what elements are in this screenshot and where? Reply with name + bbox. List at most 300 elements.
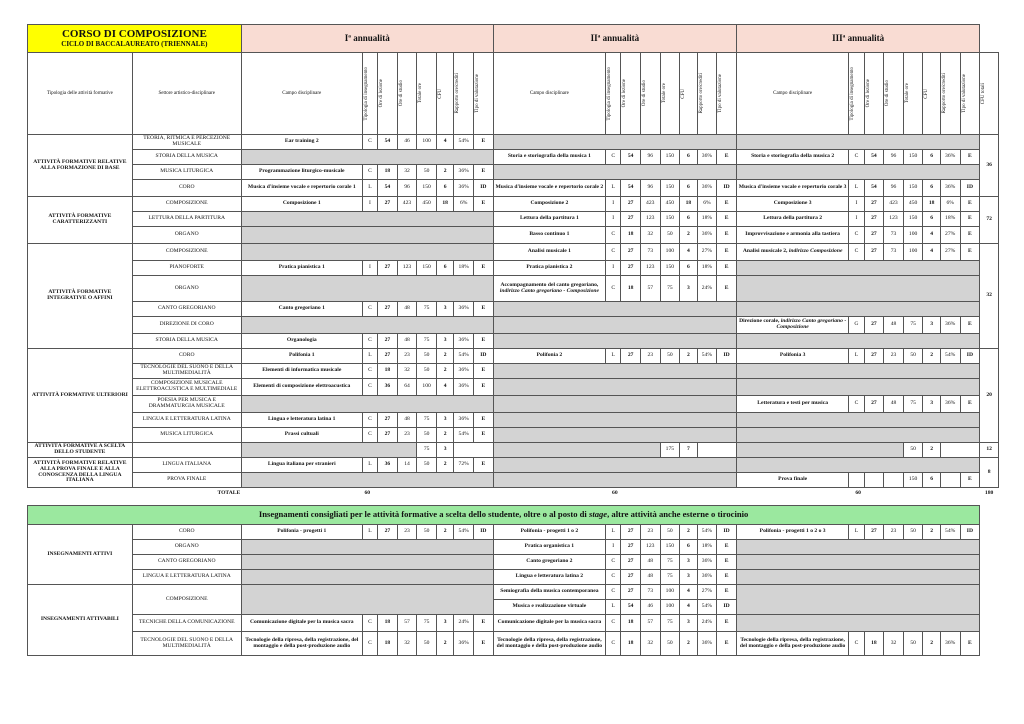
ore-lezione: 27	[378, 525, 398, 540]
valutazione: ID	[960, 349, 980, 364]
ore-lezione: 27	[378, 428, 398, 443]
ore-studio: 123	[397, 261, 417, 276]
campo-disciplinare: Polifonia 3	[736, 349, 848, 364]
header-tip-ins-label: Tipologia di insegnamento	[363, 66, 369, 121]
valutazione: E	[960, 227, 980, 244]
ore-studio: 32	[884, 632, 904, 656]
empty-year-cell	[241, 555, 493, 570]
rapporto: 24%	[697, 276, 717, 302]
settore-cell: COMPOSIZIONE	[132, 585, 241, 615]
header-rapp	[697, 53, 717, 135]
totale-ore: 50	[417, 525, 437, 540]
header-cfu	[436, 53, 453, 135]
tipologia: I	[606, 540, 621, 555]
campo-disciplinare: Prassi cultuali	[241, 428, 362, 443]
empty-year-cell	[241, 585, 493, 615]
ore-studio: 32	[397, 632, 417, 656]
campo-disciplinare	[736, 244, 848, 261]
cfu: 4	[436, 135, 453, 150]
totale-ore: 150	[660, 261, 680, 276]
header-val-label: Tipo di valutazione	[718, 74, 724, 113]
rapporto: 36%	[454, 302, 474, 317]
ore-studio: 64	[397, 379, 417, 396]
year-1-header: Iª annualità	[241, 25, 493, 53]
cfu: 2	[680, 632, 697, 656]
totale-ore: 75	[903, 396, 923, 413]
table-row	[28, 244, 999, 261]
ore-studio: 123	[884, 212, 904, 227]
settore-cell: ORGANO	[132, 540, 241, 555]
rapporto: 54%	[697, 349, 717, 364]
campo-disciplinare: Tecnologie della ripresa, della registrazione, del montaggio e della post-produzione audio	[493, 632, 605, 656]
settore-cell: LINGUA ITALIANA	[132, 458, 241, 473]
tipologia: C	[606, 555, 621, 570]
totale-ore: 150	[903, 212, 923, 227]
valutazione: E	[474, 458, 494, 473]
totale-ore: 150	[417, 261, 437, 276]
empty-year-cell	[736, 585, 979, 615]
header-rapp	[454, 53, 474, 135]
empty-year-cell	[493, 302, 736, 317]
valutazione: E	[717, 197, 737, 212]
valutazione: E	[717, 227, 737, 244]
table-row	[28, 180, 999, 197]
tipologia: L	[362, 525, 377, 540]
valutazione: E	[474, 615, 494, 632]
header-settore: Settore artistico-disciplinare	[132, 53, 241, 135]
totale-ore: 450	[417, 197, 437, 212]
empty-year-cell	[736, 428, 979, 443]
campo-disciplinare: Organologia	[241, 334, 362, 349]
empty-year-cell	[736, 302, 979, 317]
ore-lezione: 27	[864, 197, 884, 212]
empty-year-cell	[241, 540, 493, 555]
empty-year-cell	[241, 150, 493, 165]
header-campo: Campo disciplinare	[493, 53, 605, 135]
ore-lezione: 27	[864, 317, 884, 334]
tipologia: I	[362, 197, 377, 212]
header-val	[717, 53, 737, 135]
rapporto: 54%	[940, 349, 960, 364]
empty-year-cell	[493, 379, 736, 396]
table-row	[28, 632, 999, 656]
ore-studio: 46	[640, 600, 660, 615]
campo-disciplinare: Tecnologie della ripresa, della registrazione, del montaggio e della post-produzione audio	[241, 632, 362, 656]
header-tot	[417, 53, 437, 135]
valutazione: E	[717, 244, 737, 261]
header-ore-stu	[397, 53, 417, 135]
cfu: 18	[923, 197, 940, 212]
settore-cell	[132, 443, 241, 458]
tipologia: L	[606, 180, 621, 197]
empty-year-cell	[736, 540, 979, 555]
cfu: 6	[923, 473, 940, 488]
totale-year-3: 60	[855, 490, 861, 497]
rapporto: 36%	[697, 632, 717, 656]
valutazione: E	[474, 334, 494, 349]
totale-ore: 50	[417, 349, 437, 364]
campo-disciplinare: Composizione 2	[493, 197, 605, 212]
settore-cell: TEORIA, RITMICA E PERCEZIONE MUSICALE	[132, 135, 241, 150]
empty-year-cell	[241, 473, 493, 488]
course-subtitle: CICLO DI BACCALAUREATO (TRIENNALE)	[61, 39, 208, 48]
valutazione: ID	[960, 525, 980, 540]
tipologia: C	[606, 244, 621, 261]
campo-disciplinare: Polifonia 2	[493, 349, 605, 364]
settore-cell: CORO	[132, 349, 241, 364]
cfu: 4	[436, 379, 453, 396]
campo-disciplinare: Composizione 3	[736, 197, 848, 212]
cfu-total-caratt: 72	[980, 197, 999, 244]
ore-studio: 423	[884, 197, 904, 212]
ore-studio: 123	[640, 540, 660, 555]
settore-cell: DIREZIONE DI CORO	[132, 317, 241, 334]
ore-studio: 57	[640, 276, 660, 302]
tipologia: C	[849, 150, 864, 165]
totale-ore: 75	[903, 317, 923, 334]
campo-disciplinare: Canto gregoriano 2	[493, 555, 605, 570]
cfu: 7	[680, 443, 697, 458]
tipologia: C	[362, 302, 377, 317]
ore-lezione: 18	[378, 615, 398, 632]
header-tip-ins-label: Tipologia di insegnamento	[850, 66, 856, 121]
ore-studio: 48	[397, 334, 417, 349]
rapporto: 36%	[454, 413, 474, 428]
settore-cell: MUSICA LITURGICA	[132, 428, 241, 443]
group-label-integr: ATTIVITÀ FORMATIVE INTEGRATIVE O AFFINI	[28, 244, 133, 349]
settore-cell: TECNICHE DELLA COMUNICAZIONE	[132, 615, 241, 632]
valutazione: ID	[474, 180, 494, 197]
ore-lezione: 27	[621, 540, 641, 555]
settore-cell: TECNOLOGIE DEL SUONO E DELLA MULTIMEDIALITÀ	[132, 632, 241, 656]
tipologia: G	[849, 317, 864, 334]
valutazione: E	[717, 276, 737, 302]
ore-lezione: 18	[864, 632, 884, 656]
valutazione: ID	[960, 180, 980, 197]
cfu: 2	[436, 428, 453, 443]
cfu: 2	[923, 349, 940, 364]
totale-ore: 100	[660, 585, 680, 600]
totale-ore: 75	[417, 615, 437, 632]
ore-lezione: 27	[378, 334, 398, 349]
tipologia: I	[606, 197, 621, 212]
consigliati-text-1: Insegnamenti consigliati per le attività formative a scelta dello studente, oltre o al posto di	[258, 509, 589, 520]
tipologia: I	[849, 212, 864, 227]
ore-studio: 14	[397, 458, 417, 473]
cfu: 3	[680, 570, 697, 585]
rapporto: 18%	[697, 212, 717, 227]
scelta-blank	[940, 443, 979, 458]
valutazione: E	[474, 302, 494, 317]
tipologia: C	[849, 227, 864, 244]
totale-ore: 75	[660, 555, 680, 570]
ore-studio: 32	[397, 364, 417, 379]
settore-cell: PROVA FINALE	[132, 473, 241, 488]
column-header-row	[28, 53, 999, 135]
header-tip-ins	[849, 53, 864, 135]
campo-text-part: Direzione corale,	[739, 318, 781, 325]
totale-ore: 150	[417, 180, 437, 197]
totale-ore: 50	[417, 632, 437, 656]
settore-cell: COMPOSIZIONE	[132, 244, 241, 261]
ore-lezione: 18	[378, 165, 398, 180]
campo-disciplinare: Elementi di informatica musicale	[241, 364, 362, 379]
cfu: 2	[436, 165, 453, 180]
cfu-total-base: 36	[980, 135, 999, 197]
header-ore-lez-label: Ore di lezione	[379, 79, 385, 108]
totale-year-1: 60	[364, 490, 371, 497]
cfu: 6	[923, 150, 940, 165]
header-val-label: Tipo di valutazione	[961, 74, 967, 113]
valutazione: E	[960, 212, 980, 227]
table-row	[28, 135, 999, 150]
ore-lezione: 27	[864, 349, 884, 364]
cfu: 18	[436, 197, 453, 212]
table-row	[28, 555, 999, 570]
rapporto: 36%	[940, 396, 960, 413]
cfu: 2	[923, 525, 940, 540]
blank-right	[980, 570, 999, 585]
valutazione: E	[717, 632, 737, 656]
rapporto: 54%	[697, 600, 717, 615]
valutazione: E	[474, 364, 494, 379]
cfu: 6	[436, 261, 453, 276]
settore-cell: CORO	[132, 180, 241, 197]
tipologia: C	[606, 276, 621, 302]
header-ore-lez-label: Ore di lezione	[622, 79, 628, 108]
valutazione: E	[474, 428, 494, 443]
tipologia: C	[362, 379, 377, 396]
rapporto: 6%	[697, 197, 717, 212]
empty-year-cell	[241, 276, 493, 302]
rapporto: 36%	[940, 150, 960, 165]
settore-cell: ORGANO	[132, 276, 241, 302]
header-rapp-label: Rapporto ore/crediti	[698, 73, 704, 114]
totale-ore: 50	[660, 227, 680, 244]
ore-lezione: 27	[864, 244, 884, 261]
tipologia: C	[606, 632, 621, 656]
header-cfu	[923, 53, 940, 135]
cfu: 3	[680, 276, 697, 302]
consigliati-text-stage: stage	[588, 509, 608, 520]
campo-disciplinare: Comunicazione digitale per la musica sacra	[493, 615, 605, 632]
cfu: 3	[680, 615, 697, 632]
blank-right	[980, 600, 999, 615]
totale-ore: 50	[903, 349, 923, 364]
totale-ore: 75	[417, 334, 437, 349]
empty-year-cell	[736, 261, 979, 276]
valutazione: E	[717, 261, 737, 276]
rapporto: 18%	[697, 540, 717, 555]
campo-disciplinare: Musica d'insieme vocale e repertorio corale 3	[736, 180, 848, 197]
totale-ore: 75	[660, 570, 680, 585]
ore-lezione: 36	[378, 458, 398, 473]
settore-cell: PIANOFORTE	[132, 261, 241, 276]
header-ore-stu	[640, 53, 660, 135]
rapporto: 36%	[697, 180, 717, 197]
empty-year-cell	[736, 615, 979, 632]
empty-year-cell	[736, 135, 979, 150]
campo-disciplinare: Lingua e letteratura latina 1	[241, 413, 362, 428]
tipologia: C	[606, 227, 621, 244]
blank-right	[980, 506, 999, 525]
header-ore-lez	[864, 53, 884, 135]
valutazione: E	[474, 379, 494, 396]
ore-studio: 23	[397, 349, 417, 364]
empty-year-cell	[241, 227, 493, 244]
valutazione: ID	[717, 349, 737, 364]
campo-disciplinare: Tecnologie della ripresa, della registrazione, del montaggio e della post-produzione audio	[736, 632, 848, 656]
ore-studio: 48	[640, 570, 660, 585]
valutazione: E	[960, 632, 980, 656]
ore-studio: 96	[884, 180, 904, 197]
campo-disciplinare: Letteratura e testi per musica	[736, 396, 848, 413]
ore-studio: 32	[640, 632, 660, 656]
tipologia: L	[606, 349, 621, 364]
settore-cell: LETTURA DELLA PARTITURA	[132, 212, 241, 227]
cfu: 3	[923, 317, 940, 334]
header-ore-lez-label: Ore di lezione	[865, 79, 871, 108]
table-row	[28, 227, 999, 244]
tipologia: C	[362, 364, 377, 379]
table-row	[28, 349, 999, 364]
empty-year-cell	[241, 212, 493, 227]
valutazione: ID	[717, 600, 737, 615]
rapporto: 54%	[454, 428, 474, 443]
rapporto: 18%	[454, 261, 474, 276]
tipologia: I	[849, 197, 864, 212]
ore-lezione: 54	[378, 180, 398, 197]
empty-year-cell	[736, 364, 979, 379]
table-row	[28, 212, 999, 227]
campo-disciplinare: Semiografia della musica contemporanea	[493, 585, 605, 600]
totale-ore: 50	[660, 632, 680, 656]
rapporto: 36%	[454, 379, 474, 396]
campo-text-part: Canto gregoriano - Composizione	[521, 287, 599, 294]
scelta-blank	[736, 443, 903, 458]
totale-ore: 175	[660, 443, 680, 458]
header-tot-label: Totale ore	[904, 83, 910, 104]
campo-disciplinare: Ear training 2	[241, 135, 362, 150]
cfu: 4	[680, 244, 697, 261]
tipologia: L	[362, 349, 377, 364]
totale-ore: 150	[903, 180, 923, 197]
campo-text-part: indirizzo	[788, 248, 809, 255]
campo-text-part: Composizione	[810, 248, 843, 255]
empty-year-cell	[493, 428, 736, 443]
ore-lezione: 54	[621, 600, 641, 615]
cfu: 3	[436, 413, 453, 428]
table-row	[28, 443, 999, 458]
rapporto: 36%	[697, 150, 717, 165]
valutazione: E	[960, 473, 980, 488]
cfu: 6	[680, 212, 697, 227]
settore-cell: STORIA DELLA MUSICA	[132, 334, 241, 349]
totale-ore: 50	[903, 443, 923, 458]
campo-disciplinare: Improvvisazione e armonia alla tastiera	[736, 227, 848, 244]
ore-studio: 73	[884, 244, 904, 261]
header-ore-lez	[621, 53, 641, 135]
blank-right	[980, 632, 999, 656]
rapporto	[940, 473, 960, 488]
campo-disciplinare: Musica d'insieme vocale e repertorio corale 2	[493, 180, 605, 197]
cfu: 3	[436, 334, 453, 349]
header-cfu-label: CFU	[924, 88, 930, 99]
rapporto: 54%	[940, 525, 960, 540]
cfu: 6	[923, 212, 940, 227]
valutazione: E	[960, 396, 980, 413]
valutazione: ID	[717, 525, 737, 540]
ore-studio: 48	[640, 555, 660, 570]
curriculum-sheet	[27, 24, 999, 656]
totale-ore: 75	[417, 413, 437, 428]
blank-right	[980, 585, 999, 600]
table-row	[28, 525, 999, 540]
cfu: 6	[923, 180, 940, 197]
totale-ore: 150	[660, 540, 680, 555]
blank-right	[980, 525, 999, 540]
table-row	[28, 165, 999, 180]
header-tot-label: Totale ore	[418, 83, 424, 104]
campo-disciplinare: Polifonia - progetti 1 o 2 o 3	[736, 525, 848, 540]
campo-disciplinare: Comunicazione digitale per la musica sacra	[241, 615, 362, 632]
ore-lezione: 18	[621, 615, 641, 632]
campo-disciplinare: Programmazione liturgico-musicale	[241, 165, 362, 180]
ore-lezione: 27	[621, 555, 641, 570]
header-tot-label: Totale ore	[661, 83, 667, 104]
tipologia: C	[849, 244, 864, 261]
ore-lezione: 27	[864, 227, 884, 244]
campo-disciplinare: Analisi musicale 1	[493, 244, 605, 261]
header-tip-ins-label: Tipologia di insegnamento	[607, 66, 613, 121]
ore-lezione: 54	[621, 180, 641, 197]
totale-ore: 150	[660, 212, 680, 227]
empty-year-cell	[241, 317, 493, 334]
tipologia: I	[606, 212, 621, 227]
settore-cell: COMPOSIZIONE MUSICALE ELETTROACUSTICA E MULTIMEDIALE	[132, 379, 241, 396]
totale-ore: 450	[903, 197, 923, 212]
totale-ore: 50	[417, 165, 437, 180]
table-row	[28, 197, 999, 212]
empty-year-cell	[736, 276, 979, 302]
tipologia: C	[362, 135, 377, 150]
rapporto: 27%	[697, 244, 717, 261]
ore-studio: 96	[640, 150, 660, 165]
consigliati-text-2: , altre attività anche esterne o tirocinio	[607, 509, 749, 520]
ore-lezione: 27	[378, 302, 398, 317]
ore-lezione: 27	[621, 525, 641, 540]
cfu: 2	[436, 349, 453, 364]
ore-studio: 57	[640, 615, 660, 632]
rapporto: 54%	[454, 349, 474, 364]
course-title-cell	[28, 25, 242, 53]
ore-studio: 123	[640, 261, 660, 276]
ore-studio: 57	[397, 615, 417, 632]
rapporto: 27%	[697, 585, 717, 600]
totale-ore: 50	[417, 458, 437, 473]
ore-studio: 23	[884, 525, 904, 540]
ore-lezione: 27	[621, 585, 641, 600]
tipologia: C	[362, 632, 377, 656]
ore-studio: 23	[640, 349, 660, 364]
tipologia: C	[606, 585, 621, 600]
campo-disciplinare: Lettura della partitura 1	[493, 212, 605, 227]
tipologia: C	[362, 413, 377, 428]
valutazione: E	[717, 615, 737, 632]
cfu: 3	[436, 302, 453, 317]
scelta-blank	[493, 443, 660, 458]
ore-lezione: 27	[378, 413, 398, 428]
